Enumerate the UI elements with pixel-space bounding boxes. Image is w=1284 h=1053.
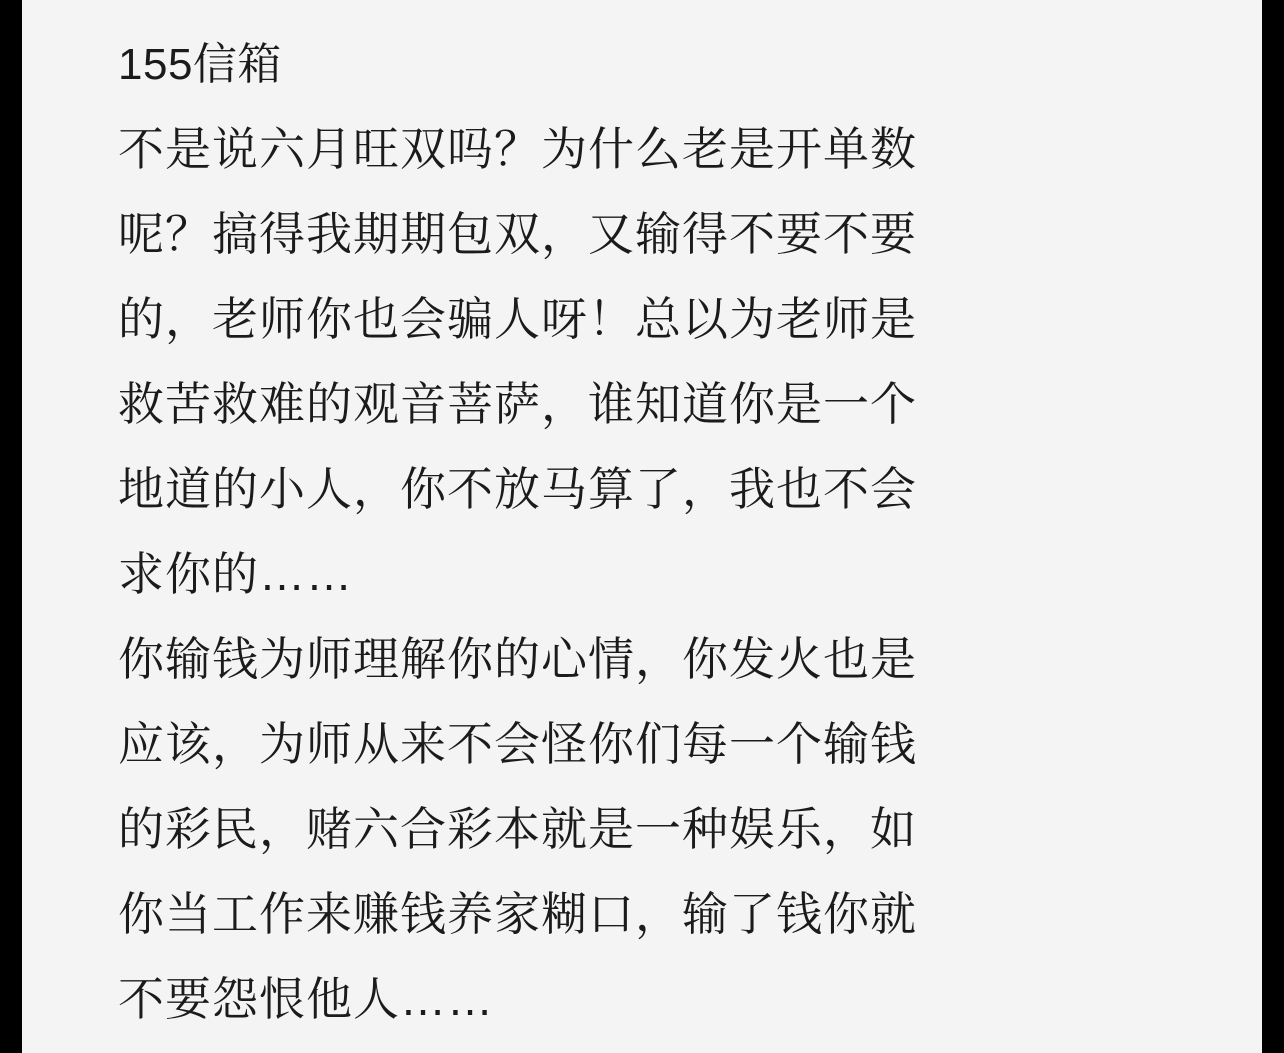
document-title: 155信箱: [118, 40, 282, 89]
text-line: 不是说六月旺双吗？为什么老是开单数: [118, 123, 917, 175]
document-content: [22, 0, 1262, 1042]
text-line: 地道的小人，你不放马算了，我也不会: [118, 463, 917, 515]
paragraph-letter-reply: [22, 617, 1262, 1042]
text-line: 的，老师你也会骗人呀！总以为老师是: [118, 293, 917, 345]
paragraph-letter-question: [22, 107, 1262, 617]
text-line: 你当工作来赚钱养家糊口，输了钱你就: [118, 888, 917, 940]
text-line: 救苦救难的观音菩萨，谁知道你是一个: [118, 378, 917, 430]
text-line: 求你的……: [118, 548, 353, 600]
text-line: 你输钱为师理解你的心情，你发火也是: [118, 633, 917, 685]
text-line: 的彩民，赌六合彩本就是一种娱乐，如: [118, 803, 917, 855]
text-line: 呢？搞得我期期包双，又输得不要不要: [118, 208, 917, 260]
text-line: 不要怨恨他人……: [118, 973, 494, 1025]
document-page: [22, 0, 1262, 1053]
text-line: 应该，为师从来不会怪你们每一个输钱: [118, 718, 917, 770]
